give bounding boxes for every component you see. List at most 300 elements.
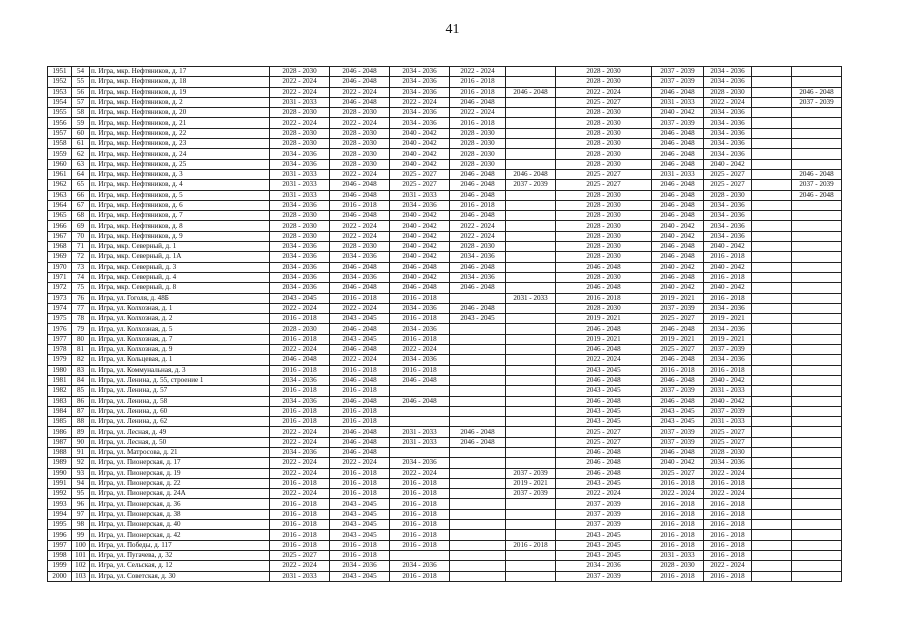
period-cell <box>450 375 506 385</box>
period-cell <box>450 499 506 509</box>
period-cell <box>792 550 842 560</box>
period-cell: 2034 - 2036 <box>704 67 752 77</box>
period-cell: 2016 - 2018 <box>450 200 506 210</box>
period-cell <box>752 169 792 179</box>
period-cell: 2016 - 2018 <box>390 334 450 344</box>
row-number-cell: 1995 <box>48 520 72 530</box>
row-number-cell: 1958 <box>48 139 72 149</box>
item-number-cell: 68 <box>72 211 90 221</box>
period-cell <box>450 293 506 303</box>
period-cell: 2037 - 2039 <box>506 468 556 478</box>
period-cell: 2043 - 2045 <box>556 550 652 560</box>
period-cell: 2034 - 2036 <box>270 262 330 272</box>
period-cell <box>752 190 792 200</box>
period-cell: 2019 - 2021 <box>556 334 652 344</box>
period-cell: 2028 - 2030 <box>556 67 652 77</box>
period-cell: 2046 - 2048 <box>792 87 842 97</box>
table-row <box>48 190 842 200</box>
item-number-cell: 69 <box>72 221 90 231</box>
period-cell: 2046 - 2048 <box>556 468 652 478</box>
period-cell: 2028 - 2030 <box>556 231 652 241</box>
period-cell <box>792 324 842 334</box>
period-cell: 2016 - 2018 <box>390 365 450 375</box>
period-cell: 2046 - 2048 <box>330 324 390 334</box>
row-number-cell: 1997 <box>48 540 72 550</box>
period-cell <box>792 406 842 416</box>
period-cell: 2016 - 2018 <box>270 530 330 540</box>
period-cell <box>752 87 792 97</box>
period-cell: 2046 - 2048 <box>450 169 506 179</box>
period-cell: 2022 - 2024 <box>450 221 506 231</box>
period-cell: 2046 - 2048 <box>450 437 506 447</box>
period-cell <box>752 262 792 272</box>
period-cell: 2031 - 2033 <box>270 571 330 581</box>
period-cell <box>506 396 556 406</box>
period-cell: 2040 - 2042 <box>390 149 450 159</box>
period-cell <box>752 458 792 468</box>
period-cell: 2031 - 2033 <box>506 293 556 303</box>
period-cell <box>752 159 792 169</box>
period-cell: 2016 - 2018 <box>704 478 752 488</box>
period-cell <box>792 242 842 252</box>
period-cell: 2046 - 2048 <box>652 139 704 149</box>
period-cell <box>752 314 792 324</box>
period-cell <box>506 345 556 355</box>
period-cell: 2034 - 2036 <box>270 447 330 457</box>
row-number-cell: 1956 <box>48 118 72 128</box>
period-cell <box>792 458 842 468</box>
period-cell <box>450 417 506 427</box>
item-number-cell: 98 <box>72 520 90 530</box>
address-cell: п. Игра, мкр. Нефтяников, д. 21 <box>90 118 270 128</box>
period-cell: 2031 - 2033 <box>652 169 704 179</box>
row-number-cell: 1955 <box>48 108 72 118</box>
period-cell: 2040 - 2042 <box>704 159 752 169</box>
item-number-cell: 89 <box>72 427 90 437</box>
period-cell: 2025 - 2027 <box>556 97 652 107</box>
row-number-cell: 1979 <box>48 355 72 365</box>
item-number-cell: 77 <box>72 303 90 313</box>
period-cell: 2034 - 2036 <box>270 283 330 293</box>
row-number-cell: 1980 <box>48 365 72 375</box>
period-cell: 2043 - 2045 <box>556 417 652 427</box>
period-cell <box>792 468 842 478</box>
period-cell: 2034 - 2036 <box>704 200 752 210</box>
period-cell: 2037 - 2039 <box>556 571 652 581</box>
period-cell: 2043 - 2045 <box>556 406 652 416</box>
period-cell <box>506 427 556 437</box>
table-row <box>48 242 842 252</box>
period-cell <box>450 530 506 540</box>
period-cell <box>792 139 842 149</box>
schedule-table <box>47 66 842 582</box>
table-row <box>48 211 842 221</box>
period-cell: 2016 - 2018 <box>450 77 506 87</box>
period-cell: 2034 - 2036 <box>704 128 752 138</box>
table-row <box>48 447 842 457</box>
address-cell: п. Игра, ул. Колхозная, д. 5 <box>90 324 270 334</box>
period-cell: 2028 - 2030 <box>556 128 652 138</box>
period-cell: 2037 - 2039 <box>556 509 652 519</box>
period-cell: 2016 - 2018 <box>330 293 390 303</box>
table-row <box>48 139 842 149</box>
period-cell: 2046 - 2048 <box>556 324 652 334</box>
period-cell: 2034 - 2036 <box>704 211 752 221</box>
period-cell: 2022 - 2024 <box>270 458 330 468</box>
address-cell: п. Игра, ул. Пионерская, д. 38 <box>90 509 270 519</box>
row-number-cell: 1976 <box>48 324 72 334</box>
period-cell: 2028 - 2030 <box>704 87 752 97</box>
row-number-cell: 1961 <box>48 169 72 179</box>
period-cell: 2046 - 2048 <box>450 211 506 221</box>
row-number-cell: 1977 <box>48 334 72 344</box>
address-cell: п. Игра, ул. Пионерская, д. 17 <box>90 458 270 468</box>
item-number-cell: 97 <box>72 509 90 519</box>
address-cell: п. Игра, мкр. Северный, д. 3 <box>90 262 270 272</box>
period-cell <box>506 211 556 221</box>
table-row <box>48 489 842 499</box>
period-cell: 2046 - 2048 <box>270 355 330 365</box>
period-cell: 2016 - 2018 <box>390 509 450 519</box>
period-cell: 2031 - 2033 <box>704 417 752 427</box>
period-cell <box>450 509 506 519</box>
address-cell: п. Игра, ул. Лесная, д. 49 <box>90 427 270 437</box>
period-cell: 2043 - 2045 <box>556 530 652 540</box>
period-cell: 2028 - 2030 <box>270 324 330 334</box>
table-row <box>48 221 842 231</box>
period-cell: 2040 - 2042 <box>652 458 704 468</box>
period-cell: 2028 - 2030 <box>330 149 390 159</box>
item-number-cell: 75 <box>72 283 90 293</box>
table-row <box>48 231 842 241</box>
period-cell: 2022 - 2024 <box>556 489 652 499</box>
period-cell <box>752 540 792 550</box>
period-cell: 2025 - 2027 <box>704 169 752 179</box>
period-cell <box>752 530 792 540</box>
period-cell: 2043 - 2045 <box>330 334 390 344</box>
table-row <box>48 509 842 519</box>
period-cell: 2046 - 2048 <box>330 447 390 457</box>
item-number-cell: 94 <box>72 478 90 488</box>
period-cell <box>450 458 506 468</box>
period-cell: 2022 - 2024 <box>704 97 752 107</box>
period-cell: 2016 - 2018 <box>704 365 752 375</box>
period-cell: 2022 - 2024 <box>330 118 390 128</box>
period-cell: 2028 - 2030 <box>704 447 752 457</box>
row-number-cell: 1963 <box>48 190 72 200</box>
period-cell: 2016 - 2018 <box>652 509 704 519</box>
period-cell: 2016 - 2018 <box>704 550 752 560</box>
row-number-cell: 1993 <box>48 499 72 509</box>
period-cell: 2022 - 2024 <box>330 458 390 468</box>
period-cell <box>390 406 450 416</box>
period-cell: 2046 - 2048 <box>330 77 390 87</box>
period-cell: 2043 - 2045 <box>556 540 652 550</box>
period-cell: 2046 - 2048 <box>652 149 704 159</box>
period-cell <box>792 437 842 447</box>
period-cell <box>752 437 792 447</box>
period-cell: 2046 - 2048 <box>792 190 842 200</box>
period-cell: 2031 - 2033 <box>652 97 704 107</box>
period-cell: 2016 - 2018 <box>704 520 752 530</box>
period-cell: 2031 - 2033 <box>390 437 450 447</box>
period-cell: 2037 - 2039 <box>652 427 704 437</box>
period-cell <box>752 386 792 396</box>
period-cell: 2016 - 2018 <box>704 540 752 550</box>
period-cell: 2022 - 2024 <box>652 489 704 499</box>
period-cell: 2043 - 2045 <box>330 499 390 509</box>
row-number-cell: 1952 <box>48 77 72 87</box>
row-number-cell: 1951 <box>48 67 72 77</box>
period-cell <box>506 509 556 519</box>
row-number-cell: 1994 <box>48 509 72 519</box>
period-cell <box>506 406 556 416</box>
period-cell: 2046 - 2048 <box>450 303 506 313</box>
period-cell: 2034 - 2036 <box>270 159 330 169</box>
period-cell <box>752 293 792 303</box>
period-cell: 2025 - 2027 <box>556 427 652 437</box>
period-cell <box>506 97 556 107</box>
period-cell: 2016 - 2018 <box>330 417 390 427</box>
period-cell: 2037 - 2039 <box>652 67 704 77</box>
period-cell: 2040 - 2042 <box>390 231 450 241</box>
period-cell: 2046 - 2048 <box>652 242 704 252</box>
item-number-cell: 88 <box>72 417 90 427</box>
item-number-cell: 85 <box>72 386 90 396</box>
period-cell: 2040 - 2042 <box>390 252 450 262</box>
period-cell: 2046 - 2048 <box>652 190 704 200</box>
address-cell: п. Игра, мкр. Нефтяников, д. 4 <box>90 180 270 190</box>
table-row <box>48 437 842 447</box>
period-cell <box>752 396 792 406</box>
table-row <box>48 386 842 396</box>
period-cell: 2016 - 2018 <box>270 406 330 416</box>
row-number-cell: 1990 <box>48 468 72 478</box>
period-cell <box>792 447 842 457</box>
period-cell: 2040 - 2042 <box>390 159 450 169</box>
address-cell: п. Игра, мкр. Нефтяников, д. 3 <box>90 169 270 179</box>
period-cell: 2022 - 2024 <box>270 437 330 447</box>
period-cell: 2037 - 2039 <box>792 97 842 107</box>
period-cell <box>792 159 842 169</box>
item-number-cell: 93 <box>72 468 90 478</box>
row-number-cell: 1998 <box>48 550 72 560</box>
period-cell <box>506 417 556 427</box>
period-cell: 2034 - 2036 <box>704 458 752 468</box>
period-cell: 2016 - 2018 <box>556 293 652 303</box>
period-cell: 2037 - 2039 <box>652 303 704 313</box>
period-cell <box>752 118 792 128</box>
period-cell <box>792 386 842 396</box>
period-cell: 2016 - 2018 <box>330 478 390 488</box>
period-cell <box>752 97 792 107</box>
period-cell: 2016 - 2018 <box>450 87 506 97</box>
period-cell <box>506 499 556 509</box>
period-cell: 2037 - 2039 <box>792 180 842 190</box>
period-cell: 2016 - 2018 <box>330 365 390 375</box>
item-number-cell: 96 <box>72 499 90 509</box>
period-cell: 2028 - 2030 <box>450 242 506 252</box>
period-cell: 2019 - 2021 <box>506 478 556 488</box>
row-number-cell: 1982 <box>48 386 72 396</box>
period-cell: 2046 - 2048 <box>330 427 390 437</box>
period-cell: 2028 - 2030 <box>450 149 506 159</box>
row-number-cell: 1971 <box>48 272 72 282</box>
table-row <box>48 118 842 128</box>
period-cell: 2034 - 2036 <box>270 272 330 282</box>
period-cell <box>752 355 792 365</box>
row-number-cell: 1984 <box>48 406 72 416</box>
period-cell: 2022 - 2024 <box>330 303 390 313</box>
table-row <box>48 314 842 324</box>
item-number-cell: 90 <box>72 437 90 447</box>
item-number-cell: 79 <box>72 324 90 334</box>
table-row <box>48 303 842 313</box>
period-cell: 2034 - 2036 <box>556 561 652 571</box>
period-cell <box>752 211 792 221</box>
period-cell <box>506 200 556 210</box>
period-cell: 2019 - 2021 <box>704 314 752 324</box>
row-number-cell: 1986 <box>48 427 72 437</box>
address-cell: п. Игра, мкр. Нефтяников, д. 20 <box>90 108 270 118</box>
period-cell <box>792 293 842 303</box>
period-cell: 2034 - 2036 <box>390 108 450 118</box>
period-cell: 2034 - 2036 <box>390 118 450 128</box>
period-cell: 2022 - 2024 <box>704 489 752 499</box>
period-cell: 2028 - 2030 <box>270 231 330 241</box>
period-cell <box>450 550 506 560</box>
period-cell: 2022 - 2024 <box>450 231 506 241</box>
item-number-cell: 71 <box>72 242 90 252</box>
period-cell: 2016 - 2018 <box>390 499 450 509</box>
period-cell <box>792 231 842 241</box>
period-cell <box>752 509 792 519</box>
period-cell: 2016 - 2018 <box>704 571 752 581</box>
period-cell <box>792 396 842 406</box>
period-cell: 2040 - 2042 <box>390 272 450 282</box>
table-row <box>48 97 842 107</box>
period-cell: 2022 - 2024 <box>704 561 752 571</box>
period-cell <box>752 303 792 313</box>
period-cell: 2022 - 2024 <box>270 561 330 571</box>
table-row <box>48 77 842 87</box>
period-cell <box>792 375 842 385</box>
period-cell <box>506 530 556 540</box>
period-cell: 2043 - 2045 <box>450 314 506 324</box>
period-cell: 2046 - 2048 <box>652 355 704 365</box>
period-cell <box>506 458 556 468</box>
address-cell: п. Игра, ул. Ленина, д. 57 <box>90 386 270 396</box>
period-cell <box>792 283 842 293</box>
address-cell: п. Игра, ул. Пионерская, д. 40 <box>90 520 270 530</box>
period-cell: 2046 - 2048 <box>652 324 704 334</box>
row-number-cell: 1985 <box>48 417 72 427</box>
period-cell: 2022 - 2024 <box>270 427 330 437</box>
period-cell: 2022 - 2024 <box>450 108 506 118</box>
period-cell <box>752 499 792 509</box>
table-row <box>48 417 842 427</box>
table-row <box>48 478 842 488</box>
period-cell: 2043 - 2045 <box>556 478 652 488</box>
period-cell <box>506 128 556 138</box>
period-cell <box>506 520 556 530</box>
period-cell: 2022 - 2024 <box>330 169 390 179</box>
period-cell <box>450 540 506 550</box>
period-cell <box>752 180 792 190</box>
period-cell: 2028 - 2030 <box>450 128 506 138</box>
period-cell: 2016 - 2018 <box>330 489 390 499</box>
row-number-cell: 1992 <box>48 489 72 499</box>
period-cell: 2022 - 2024 <box>270 118 330 128</box>
period-cell: 2016 - 2018 <box>704 530 752 540</box>
period-cell: 2028 - 2030 <box>556 149 652 159</box>
period-cell: 2034 - 2036 <box>330 561 390 571</box>
table-row <box>48 262 842 272</box>
row-number-cell: 1957 <box>48 128 72 138</box>
period-cell <box>752 427 792 437</box>
item-number-cell: 99 <box>72 530 90 540</box>
item-number-cell: 81 <box>72 345 90 355</box>
period-cell: 2034 - 2036 <box>390 200 450 210</box>
period-cell <box>752 478 792 488</box>
table-row <box>48 87 842 97</box>
period-cell: 2034 - 2036 <box>704 355 752 365</box>
period-cell <box>506 272 556 282</box>
period-cell <box>752 365 792 375</box>
period-cell: 2022 - 2024 <box>450 67 506 77</box>
table-row <box>48 293 842 303</box>
period-cell <box>752 561 792 571</box>
period-cell: 2025 - 2027 <box>390 180 450 190</box>
period-cell: 2019 - 2021 <box>652 334 704 344</box>
row-number-cell: 1988 <box>48 447 72 457</box>
period-cell: 2025 - 2027 <box>652 314 704 324</box>
row-number-cell: 1999 <box>48 561 72 571</box>
period-cell: 2034 - 2036 <box>270 375 330 385</box>
period-cell: 2040 - 2042 <box>390 211 450 221</box>
period-cell <box>506 67 556 77</box>
period-cell: 2019 - 2021 <box>556 314 652 324</box>
period-cell <box>450 571 506 581</box>
period-cell: 2034 - 2036 <box>270 396 330 406</box>
item-number-cell: 59 <box>72 118 90 128</box>
period-cell: 2040 - 2042 <box>390 242 450 252</box>
item-number-cell: 66 <box>72 190 90 200</box>
item-number-cell: 56 <box>72 87 90 97</box>
period-cell <box>792 77 842 87</box>
period-cell: 2025 - 2027 <box>652 345 704 355</box>
period-cell: 2046 - 2048 <box>652 180 704 190</box>
period-cell: 2046 - 2048 <box>556 458 652 468</box>
period-cell: 2031 - 2033 <box>270 190 330 200</box>
period-cell <box>752 489 792 499</box>
period-cell: 2046 - 2048 <box>652 87 704 97</box>
period-cell <box>792 262 842 272</box>
row-number-cell: 1959 <box>48 149 72 159</box>
period-cell: 2046 - 2048 <box>330 97 390 107</box>
period-cell: 2028 - 2030 <box>652 561 704 571</box>
period-cell: 2016 - 2018 <box>390 478 450 488</box>
address-cell: п. Игра, ул. Колхозная, д. 7 <box>90 334 270 344</box>
period-cell <box>506 375 556 385</box>
period-cell: 2031 - 2033 <box>270 180 330 190</box>
item-number-cell: 83 <box>72 365 90 375</box>
period-cell <box>752 447 792 457</box>
period-cell: 2034 - 2036 <box>704 231 752 241</box>
period-cell: 2034 - 2036 <box>270 149 330 159</box>
period-cell: 2028 - 2030 <box>450 159 506 169</box>
period-cell: 2031 - 2033 <box>390 427 450 437</box>
